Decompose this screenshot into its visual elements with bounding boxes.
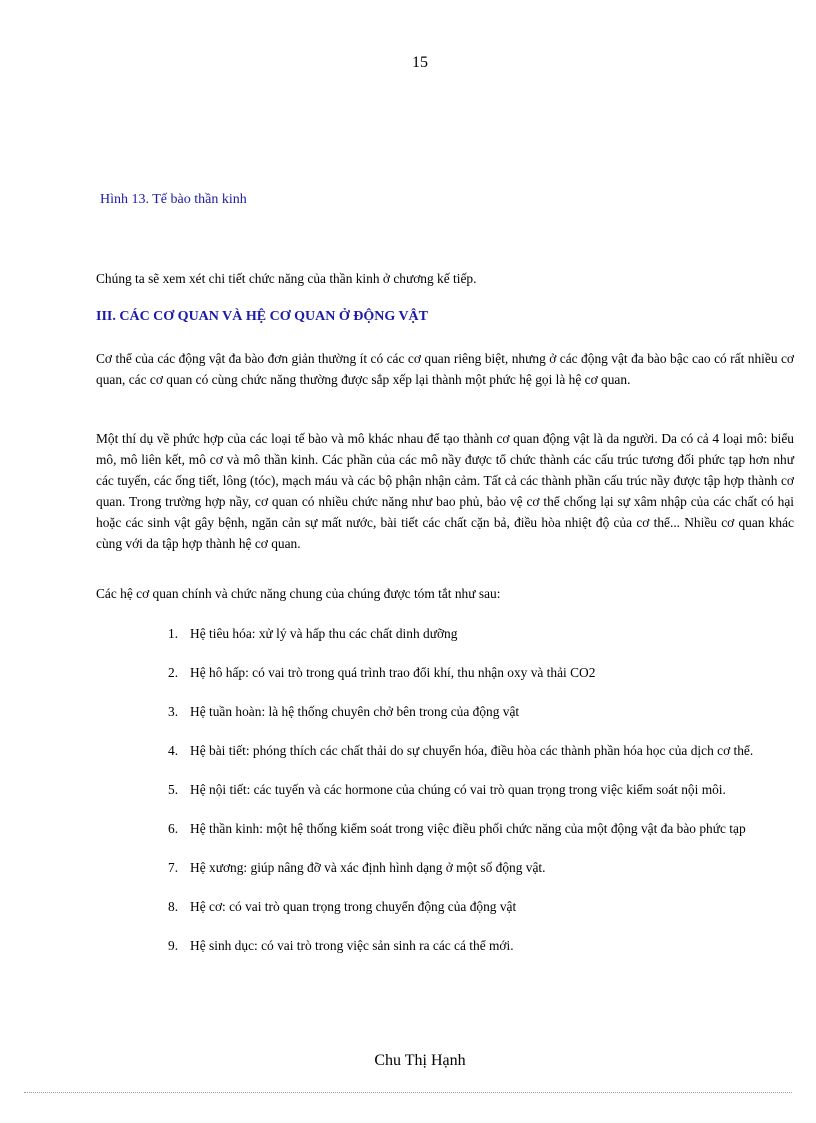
footer-author: Chu Thị Hạnh [374, 1052, 466, 1069]
list-item-text: Hệ tuần hoàn: là hệ thống chuyên chở bên trong của động vật [190, 704, 520, 719]
paragraph-1: Cơ thể của các động vật đa bào đơn giản thường ít có các cơ quan riêng biệt, nhưng ở các động vật đa bào bậc cao có rất nhiều cơ quan, các cơ quan có cùng chức năng thường được sắp xếp lại thành một phức hệ gọi là hệ cơ quan. [96, 351, 794, 387]
list-item-number: 8. [168, 899, 179, 914]
list-item [168, 896, 794, 917]
list-item-text: Hệ bài tiết: phóng thích các chất thải do sự chuyển hóa, điều hòa các thành phần hóa học của dịch cơ thể. [190, 743, 754, 758]
list-item-number: 9. [168, 938, 179, 953]
list-item-text: Hệ tiêu hóa: xử lý và hấp thu các chất dinh dưỡng [190, 626, 458, 641]
list-item [168, 740, 794, 761]
organ-systems-list [168, 623, 794, 974]
page-number: 15 [412, 54, 428, 71]
list-item-number: 5. [168, 782, 179, 797]
intro-sentence: Chúng ta sẽ xem xét chi tiết chức năng của thần kinh ở chương kế tiếp. [96, 271, 477, 286]
list-item-number: 7. [168, 860, 179, 875]
list-item-text: Hệ cơ: có vai trò quan trọng trong chuyển động của động vật [190, 899, 517, 914]
list-item [168, 935, 794, 956]
list-item [168, 857, 794, 878]
list-item [168, 818, 794, 839]
list-item [168, 662, 794, 683]
list-item-number: 3. [168, 704, 179, 719]
list-intro: Các hệ cơ quan chính và chức năng chung của chúng được tóm tắt như sau: [96, 586, 501, 601]
list-item-text: Hệ nội tiết: các tuyến và các hormone của chúng có vai trò quan trọng trong việc kiểm soát nội môi. [190, 782, 726, 797]
figure-caption: Hình 13. Tế bào thần kinh [100, 192, 247, 207]
list-item-text: Hệ thần kinh: một hệ thống kiểm soát trong việc điều phối chức năng của một động vật đa bào phức tạp [190, 821, 746, 836]
section-heading: III. CÁC CƠ QUAN VÀ HỆ CƠ QUAN Ở ĐỘNG VẬT [96, 309, 429, 324]
list-item-text: Hệ hô hấp: có vai trò trong quá trình trao đổi khí, thu nhận oxy và thải CO2 [190, 665, 596, 680]
list-item-number: 4. [168, 743, 179, 758]
list-item [168, 623, 794, 644]
list-item-number: 1. [168, 626, 179, 641]
list-item [168, 701, 794, 722]
list-item-number: 2. [168, 665, 179, 680]
paragraph-2: Một thí dụ về phức hợp của các loại tế bào và mô khác nhau để tạo thành cơ quan động vật là da người. Da có cả 4 loại mô: biểu mô, mô liên kết, mô cơ và mô thần kinh. Các phần của các mô nầy được tổ chức thành các cấu trúc tương đối phức tạp hơn như các tuyến, các ống tiết, lông (tóc), mạch máu và các bộ phận nhận cảm. Tất cả các thành phần cấu trúc nầy được tập hợp thành cơ quan. Trong trường hợp nầy, cơ quan có nhiều chức năng như bao phủ, bảo vệ cơ thể chống lại sự xâm nhập của các chất có hại hoặc các sinh vật gây bệnh, ngăn cản sự mất nước, bài tiết các chất cặn bả, điều hòa nhiệt độ của cơ thể... Nhiều cơ quan khác cùng với da tập hợp thành hệ cơ quan. [96, 431, 794, 551]
list-item-text: Hệ sinh dục: có vai trò trong việc sản sinh ra các cá thể mới. [190, 938, 514, 953]
list-item-text: Hệ xương: giúp nâng đỡ và xác định hình dạng ở một số động vật. [190, 860, 546, 875]
list-item [168, 779, 794, 800]
footer-divider [24, 1092, 792, 1093]
list-item-number: 6. [168, 821, 179, 836]
